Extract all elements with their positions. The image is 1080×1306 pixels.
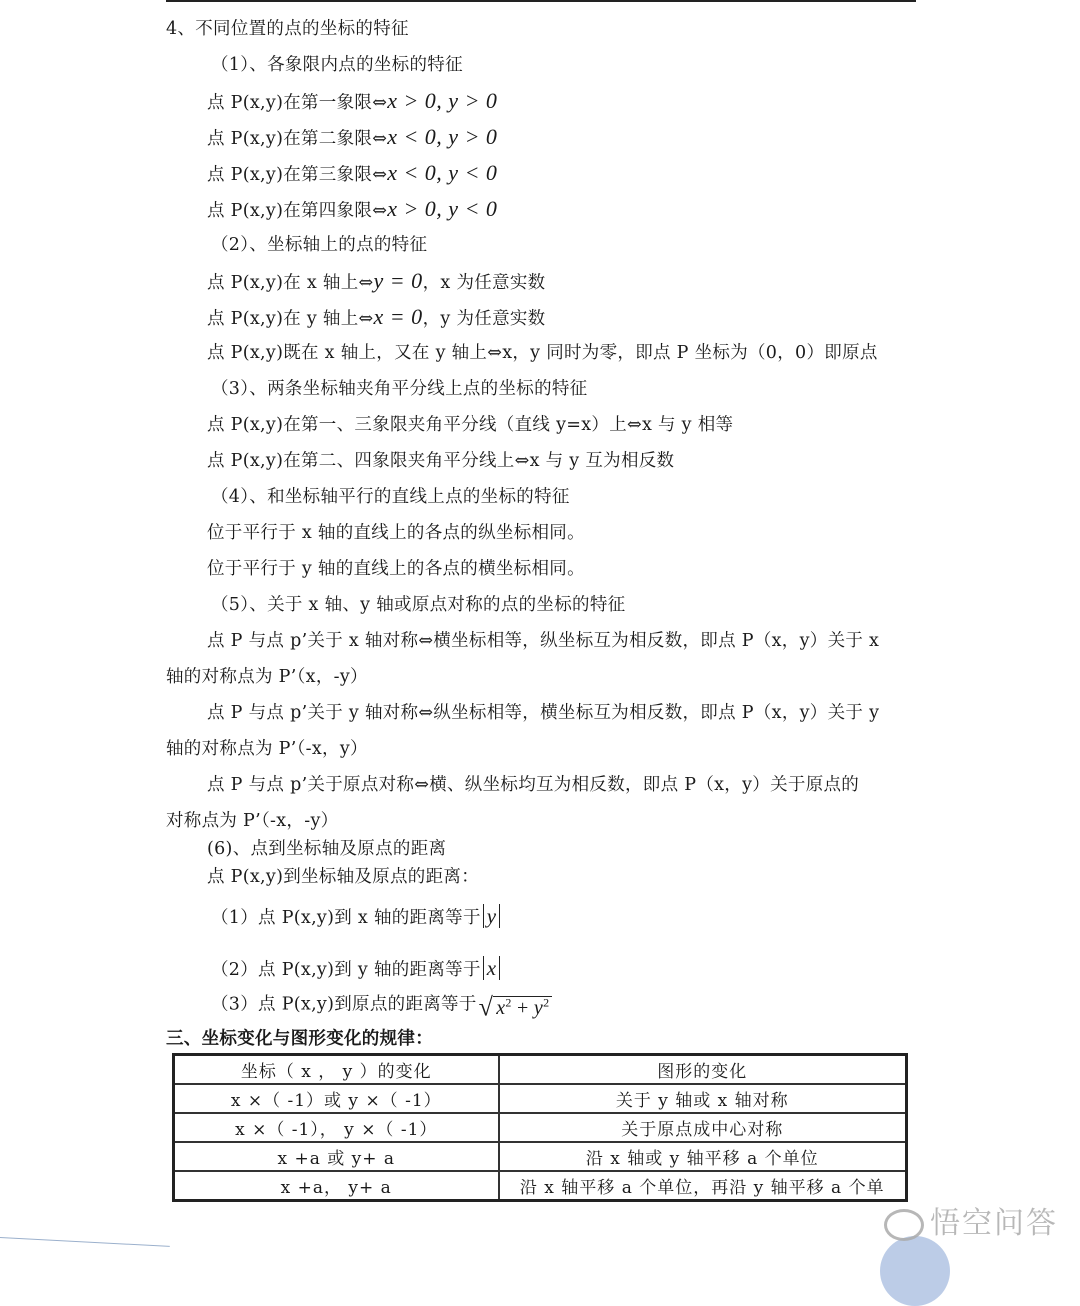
axis-row-1: 点 P(x,y)在 x 轴上⇔y = 0，x 为任意实数 (207, 268, 546, 293)
table-cell: 关于原点成中心对称 (499, 1113, 907, 1142)
symmetry-x-line-2: 轴的对称点为 P’（x，-y） (166, 667, 368, 687)
axis-row-2: 点 P(x,y)在 y 轴上⇔x = 0，y 为任意实数 (207, 304, 546, 329)
quadrant-row-3: 点 P(x,y)在第三象限⇔x < 0, y < 0 (207, 160, 498, 185)
bisector-row-2: 点 P(x,y)在第二、四象限夹角平分线上⇔x 与 y 互为相反数 (207, 451, 675, 471)
axis-row-3: 点 P(x,y)既在 x 轴上，又在 y 轴上⇔x，y 同时为零，即点 P 坐标为（0，0）即原点 (207, 343, 878, 363)
sub2-title: （2）、坐标轴上的点的特征 (211, 235, 428, 255)
sqrt-expression: √ $x^2 + y^2$ (479, 990, 553, 1020)
symmetry-origin-line-1: 点 P 与点 p’关于原点对称⇔横、纵坐标均互为相反数，即点 P（x，y）关于原点的 (207, 775, 860, 795)
sub4-title: （4）、和坐标轴平行的直线上点的坐标的特征 (211, 487, 570, 507)
iff-symbol: ⇔ (372, 201, 388, 221)
iff-symbol: ⇔ (372, 129, 388, 149)
table-row (174, 1171, 907, 1201)
transform-rules-table (172, 1053, 908, 1202)
symmetry-x-line-1: 点 P 与点 p’关于 x 轴对称⇔横坐标相等，纵坐标互为相反数，即点 P（x，y）关于 x (207, 631, 880, 651)
quadrant-row-2: 点 P(x,y)在第二象限⇔x < 0, y > 0 (207, 124, 498, 149)
table-cell: 沿 x 轴或 y 轴平移 a 个单位 (499, 1142, 907, 1171)
abs-x: x (483, 956, 501, 980)
table-header-row (174, 1055, 907, 1085)
sub6-title: (6)、点到坐标轴及原点的距离 (207, 839, 447, 859)
symmetry-origin-line-2: 对称点为 P’（-x，-y） (166, 811, 339, 831)
distance-origin: （3）点 P(x,y)到原点的距离等于√ $x^2 + y^2$ (211, 990, 552, 1020)
section-3-title: 三、坐标变化与图形变化的规律： (166, 1029, 433, 1049)
sub6-intro: 点 P(x,y)到坐标轴及原点的距离： (207, 867, 480, 887)
section-4-title: 4、不同位置的点的坐标的特征 (166, 19, 409, 39)
table-cell: 关于 y 轴或 x 轴对称 (499, 1084, 907, 1113)
parallel-row-1: 位于平行于 x 轴的直线上的各点的纵坐标相同。 (207, 523, 585, 543)
abs-y: y (483, 904, 501, 928)
table-cell: x ×（ -1）或 y ×（ -1） (174, 1084, 499, 1113)
sub1-title: （1）、各象限内点的坐标的特征 (211, 55, 463, 75)
decorative-circle (880, 1236, 950, 1306)
table-cell: x +a 或 y+ a (174, 1142, 499, 1171)
table-header: 图形的变化 (499, 1055, 907, 1085)
bisector-row-1: 点 P(x,y)在第一、三象限夹角平分线（直线 y=x）上⇔x 与 y 相等 (207, 415, 734, 435)
quadrant-row-4: 点 P(x,y)在第四象限⇔x > 0, y < 0 (207, 196, 498, 221)
table-cell: 沿 x 轴平移 a 个单位，再沿 y 轴平移 a 个单 (499, 1171, 907, 1201)
iff-symbol: ⇔ (372, 165, 388, 185)
sub5-title: （5）、关于 x 轴、y 轴或原点对称的点的坐标的特征 (211, 595, 626, 615)
table-row (174, 1113, 907, 1142)
symmetry-y-line-2: 轴的对称点为 P’（-x，y） (166, 739, 368, 759)
top-rule (166, 0, 916, 2)
table-header: 坐标（ x ， y ）的变化 (174, 1055, 499, 1085)
parallel-row-2: 位于平行于 y 轴的直线上的各点的横坐标相同。 (207, 559, 585, 579)
watermark: 悟空问答 (884, 1198, 1058, 1242)
symmetry-y-line-1: 点 P 与点 p’关于 y 轴对称⇔纵坐标相等，横坐标互为相反数，即点 P（x，y）关于 y (207, 703, 880, 723)
table-row (174, 1084, 907, 1113)
iff-symbol: ⇔ (372, 93, 388, 113)
sub3-title: （3）、两条坐标轴夹角平分线上点的坐标的特征 (211, 379, 588, 399)
decorative-line (0, 1237, 170, 1247)
distance-x-axis: （1）点 P(x,y)到 x 轴的距离等于 y (211, 904, 500, 930)
quadrant-row-1: 点 P(x,y)在第一象限⇔x > 0, y > 0 (207, 88, 498, 113)
speech-bubble-icon (884, 1209, 924, 1241)
table-row (174, 1142, 907, 1171)
table-cell: x +a， y+ a (174, 1171, 499, 1201)
table-cell: x ×（ -1）， y ×（ -1） (174, 1113, 499, 1142)
distance-y-axis: （2）点 P(x,y)到 y 轴的距离等于 x (211, 956, 500, 982)
